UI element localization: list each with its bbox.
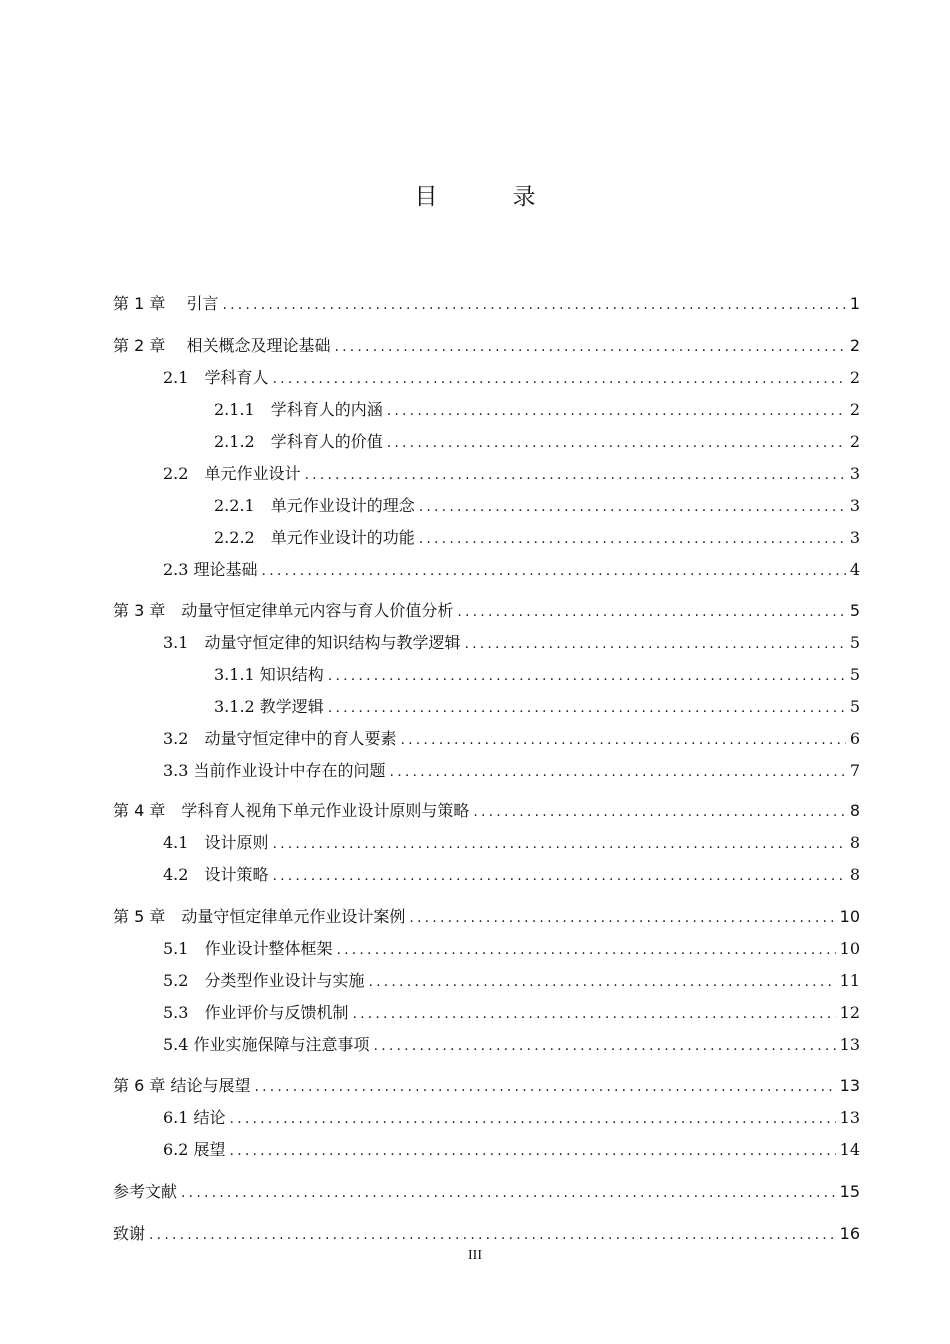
toc-entry[interactable] [214,396,860,420]
toc-entry-page: 13 [839,1035,860,1054]
toc-entry-page: 11 [839,971,860,990]
toc-entry-page: 3 [849,528,860,547]
dot-leader [272,835,845,853]
toc-entry-page: 8 [849,833,860,852]
dot-leader [336,941,835,959]
toc-entry[interactable] [214,428,860,452]
toc-entry-label: 第 5 章 动量守恒定律单元作业设计案例 [113,907,406,926]
toc-entry-label: 2.2 单元作业设计 [163,464,301,483]
dot-leader [409,909,835,927]
toc-entry[interactable] [214,661,860,685]
toc-entry-label: 6.2 展望 [163,1140,226,1159]
toc-entry-label: 2.3 理论基础 [163,560,258,579]
toc-entry[interactable] [113,797,860,821]
toc-entry-label: 2.2.2 单元作业设计的功能 [214,528,415,547]
toc-entry[interactable] [163,999,860,1023]
dot-leader [390,763,846,781]
toc-entry-page: 5 [849,633,860,652]
dot-leader [387,434,846,452]
dot-leader [328,667,846,685]
toc-entry-page: 7 [849,761,860,780]
toc-entry-label: 3.1.1 知识结构 [214,665,324,684]
toc-entry-page: 8 [849,801,860,820]
toc-entry[interactable] [113,1178,860,1202]
toc-entry[interactable] [163,556,860,580]
toc-entry[interactable] [163,1136,860,1160]
dot-leader [419,498,846,516]
toc-entry-page: 2 [849,400,860,419]
toc-entry-page: 13 [839,1076,860,1095]
toc-entry[interactable] [113,290,860,314]
toc-entry-label: 4.2 设计策略 [163,865,269,884]
dot-leader [254,1078,835,1096]
toc-entry-label: 5.1 作业设计整体框架 [163,939,333,958]
toc-entry-page: 2 [849,368,860,387]
toc-entry[interactable] [163,629,860,653]
toc-entry[interactable] [163,861,860,885]
toc-entry-label: 3.1 动量守恒定律的知识结构与教学逻辑 [163,633,461,652]
toc-entry[interactable] [163,757,860,781]
toc-entry-page: 4 [849,560,860,579]
toc-entry-label: 2.2.1 单元作业设计的理念 [214,496,415,515]
toc-entry-label: 致谢 [113,1224,146,1243]
dot-leader [328,699,846,717]
footer-page-number: III [468,1248,482,1263]
dot-leader [473,803,845,821]
dot-leader [419,530,846,548]
toc-entry-label: 6.1 结论 [163,1108,226,1127]
toc-entry-page: 15 [839,1182,860,1201]
toc-entry-label: 5.2 分类型作业设计与实施 [163,971,365,990]
dot-leader [368,973,835,991]
toc-entry-page: 10 [839,907,860,926]
dot-leader [181,1184,836,1202]
dot-leader [222,296,845,314]
toc-entry-label: 2.1 学科育人 [163,368,269,387]
toc-entry[interactable] [113,1072,860,1096]
toc-entry[interactable] [163,1031,860,1055]
toc-entry-page: 3 [849,464,860,483]
toc-entry-label: 第 3 章 动量守恒定律单元内容与育人价值分析 [113,601,454,620]
toc-entry[interactable] [163,1104,860,1128]
toc-entry-page: 5 [849,697,860,716]
dot-leader [352,1005,835,1023]
dot-leader [334,338,845,356]
toc-entry-label: 第 4 章 学科育人视角下单元作业设计原则与策略 [113,801,470,820]
toc-entry[interactable] [113,1220,860,1244]
toc-entry-label: 2.1.2 学科育人的价值 [214,432,383,451]
toc-entry[interactable] [163,829,860,853]
toc-entry-page: 6 [849,729,860,748]
toc-entry-label: 5.4 作业实施保障与注意事项 [163,1035,370,1054]
dot-leader [457,603,845,621]
toc-entry-page: 14 [839,1140,860,1159]
toc-entry[interactable] [163,364,860,388]
toc-entry-page: 2 [849,336,860,355]
toc-entry[interactable] [214,693,860,717]
toc-entry[interactable] [163,935,860,959]
toc-entry-label: 4.1 设计原则 [163,833,269,852]
dot-leader [149,1226,836,1244]
toc-entry-page: 16 [839,1224,860,1243]
toc-entry[interactable] [113,332,860,356]
toc-entry-page: 5 [849,665,860,684]
toc-entry[interactable] [163,725,860,749]
toc-entry-page: 3 [849,496,860,515]
dot-leader [464,635,845,653]
toc-entry-label: 2.1.1 学科育人的内涵 [214,400,383,419]
toc-entry-label: 3.1.2 教学逻辑 [214,697,324,716]
toc-entry[interactable] [113,903,860,927]
toc-entry-page: 1 [849,294,860,313]
dot-leader [262,562,846,580]
toc-entry-label: 5.3 作业评价与反馈机制 [163,1003,349,1022]
toc-entry-label: 第 2 章 相关概念及理论基础 [113,336,331,355]
toc-entry[interactable] [163,460,860,484]
toc-entry-label: 3.3 当前作业设计中存在的问题 [163,761,386,780]
toc-entry-page: 5 [849,601,860,620]
dot-leader [272,867,845,885]
toc-entry[interactable] [163,967,860,991]
toc-entry-label: 第 1 章 引言 [113,294,219,313]
toc-entry-page: 12 [839,1003,860,1022]
toc-entry[interactable] [214,492,860,516]
toc-entry-page: 8 [849,865,860,884]
toc-entry-label: 参考文献 [113,1182,178,1201]
dot-leader [387,402,846,420]
page-title: 目 录 [414,184,562,210]
toc-entry-page: 10 [839,939,860,958]
toc-entry[interactable] [113,597,860,621]
dot-leader [304,466,845,484]
dot-leader [400,731,845,749]
toc-entry[interactable] [214,524,860,548]
toc-entry-page: 13 [839,1108,860,1127]
toc-entry-label: 3.2 动量守恒定律中的育人要素 [163,729,397,748]
toc-entry-label: 第 6 章 结论与展望 [113,1076,251,1095]
dot-leader [272,370,845,388]
toc-entry-page: 2 [849,432,860,451]
dot-leader [230,1110,836,1128]
dot-leader [230,1142,836,1160]
dot-leader [374,1037,836,1055]
